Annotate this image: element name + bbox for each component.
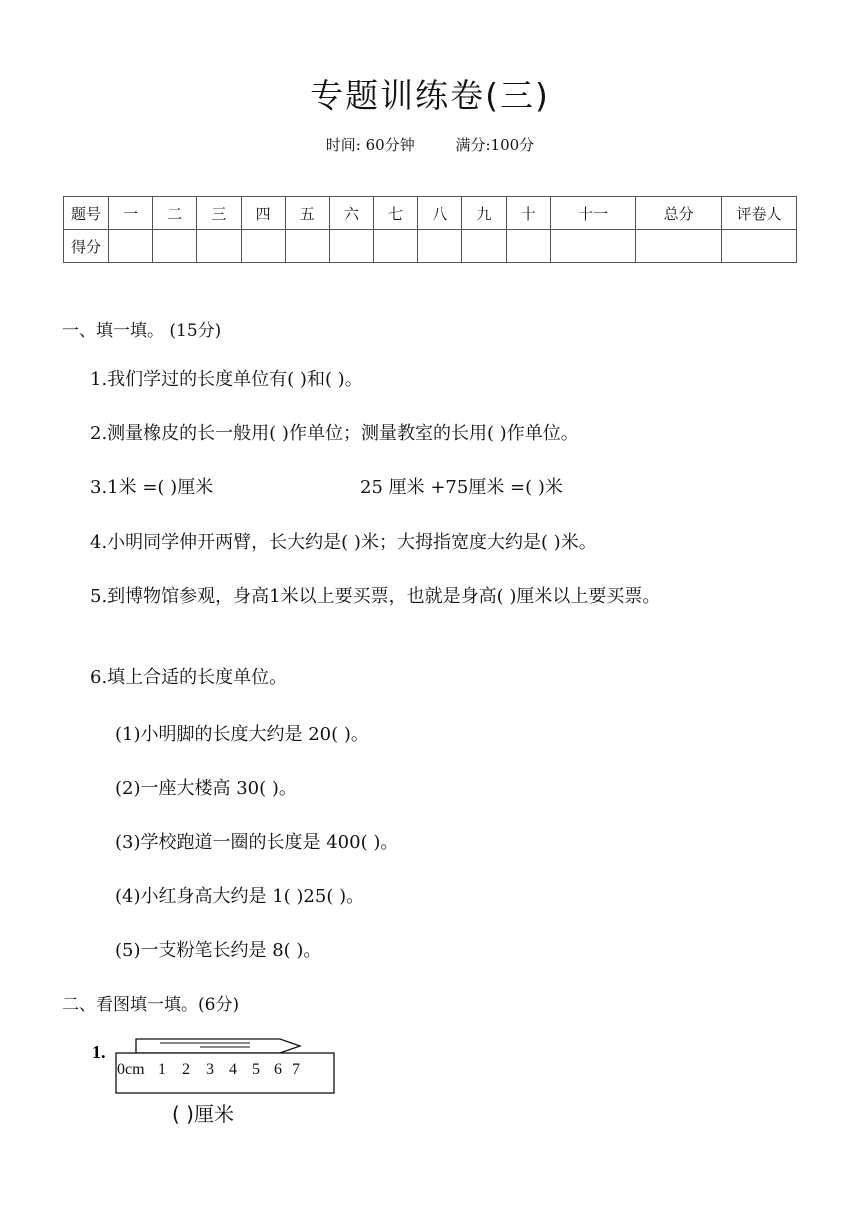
score-header-cell: 评卷人 <box>722 197 797 230</box>
question-6-item: (4)小红身高大约是 1( )25( )。 <box>115 886 365 907</box>
score-cell[interactable] <box>550 230 636 263</box>
question-6-item: (1)小明脚的长度大约是 20( )。 <box>115 724 369 745</box>
ruler-label: 1 <box>158 1061 166 1078</box>
question-2: 2.测量橡皮的长一般用( )作单位；测量教室的长用( )作单位。 <box>90 423 579 444</box>
score-cell[interactable] <box>285 230 329 263</box>
score-header-cell: 十一 <box>550 197 636 230</box>
question-1: 1.我们学过的长度单位有( )和( )。 <box>90 369 363 390</box>
ruler-label: 3 <box>206 1061 214 1078</box>
exam-meta <box>0 134 860 155</box>
question-4: 4.小明同学伸开两臂，长大约是( )米；大拇指宽度大约是( )米。 <box>90 532 597 553</box>
score-header-cell: 一 <box>109 197 153 230</box>
score-header-cell: 二 <box>153 197 197 230</box>
score-header-cell: 六 <box>329 197 373 230</box>
ruler-body <box>116 1053 334 1093</box>
exam-time: 时间: 60分钟 <box>325 136 415 154</box>
figure-number: 1. <box>92 1042 106 1062</box>
score-cell[interactable] <box>462 230 506 263</box>
ruler-label: 0cm <box>117 1061 145 1078</box>
score-header-cell: 题号 <box>64 197 109 230</box>
score-cell[interactable] <box>722 230 797 263</box>
score-cell[interactable] <box>241 230 285 263</box>
score-header-cell: 九 <box>462 197 506 230</box>
exam-full-score: 满分:100分 <box>455 136 535 154</box>
ruler-label: 4 <box>229 1061 237 1078</box>
score-cell[interactable] <box>109 230 153 263</box>
score-cell[interactable] <box>506 230 550 263</box>
score-header-cell: 七 <box>374 197 418 230</box>
score-table-header-row <box>64 197 797 230</box>
ruler-label: 7 <box>292 1061 300 1078</box>
score-cell[interactable] <box>153 230 197 263</box>
section-1-heading: 一、填一填。 (15分) <box>62 321 222 341</box>
score-row-label: 得分 <box>64 230 109 263</box>
pencil-shape <box>136 1039 300 1053</box>
score-header-cell: 八 <box>418 197 462 230</box>
score-header-cell: 五 <box>285 197 329 230</box>
question-3a: 3.1米 =( )厘米 <box>90 477 214 498</box>
score-cell[interactable] <box>197 230 241 263</box>
question-3b: 25 厘米 +75厘米 =( )米 <box>360 477 563 498</box>
section-2-heading: 二、看图填一填。(6分) <box>62 995 240 1015</box>
question-5: 5.到博物馆参观，身高1米以上要买票，也就是身高( )厘米以上要买票。 <box>90 586 661 607</box>
figure-answer-caption: ( )厘米 <box>172 1102 234 1126</box>
ruler-illustration <box>90 1036 350 1106</box>
score-cell[interactable] <box>329 230 373 263</box>
score-table <box>63 196 797 263</box>
ruler-label: 5 <box>252 1061 260 1078</box>
score-table-score-row <box>64 230 797 263</box>
score-header-cell: 三 <box>197 197 241 230</box>
question-6: 6.填上合适的长度单位。 <box>90 667 288 688</box>
question-6-item: (5)一支粉笔长约是 8( )。 <box>115 940 322 961</box>
ruler-label: 6 <box>274 1061 282 1078</box>
score-cell[interactable] <box>374 230 418 263</box>
score-header-cell: 十 <box>506 197 550 230</box>
score-header-cell: 总分 <box>636 197 722 230</box>
question-6-item: (2)一座大楼高 30( )。 <box>115 778 297 799</box>
score-header-cell: 四 <box>241 197 285 230</box>
score-cell[interactable] <box>418 230 462 263</box>
ruler-label: 2 <box>182 1061 190 1078</box>
page-title: 专题训练卷(三) <box>310 76 550 115</box>
score-cell[interactable] <box>636 230 722 263</box>
question-6-item: (3)学校跑道一圈的长度是 400( )。 <box>115 832 399 853</box>
